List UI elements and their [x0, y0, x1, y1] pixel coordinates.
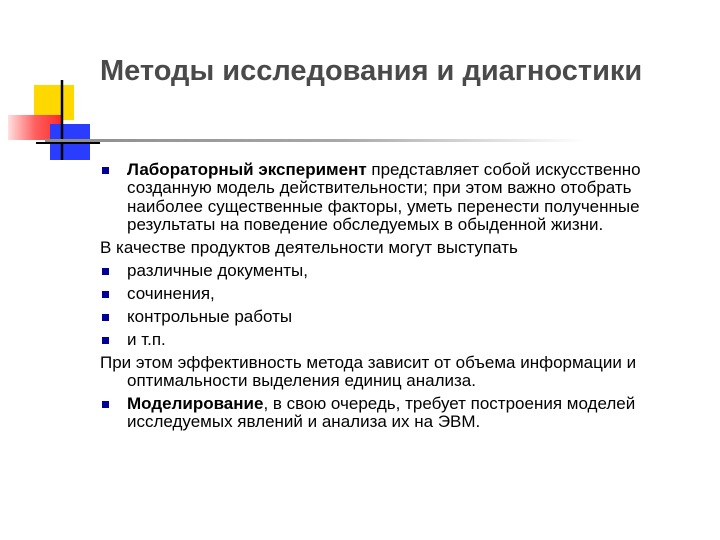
list-item-label: контрольные работы	[127, 306, 293, 326]
bullet-square-icon	[102, 314, 109, 321]
paragraph-efficiency: При этом эффективность метода зависит от объема информации и оптимальности выделения единиц анализа.	[100, 352, 637, 391]
list-item-control-works	[100, 308, 700, 326]
decorative-squares	[0, 0, 100, 170]
modeling-text: , в свою очередь, требует построения моделей исследуемых явлений и анализа их на ЭВМ.	[127, 393, 636, 432]
term-lab-experiment: Лабораторный эксперимент	[127, 160, 367, 179]
list-item-essays	[100, 285, 700, 303]
list-item-label: различные документы,	[127, 261, 308, 281]
bullet-square-icon	[102, 268, 109, 275]
list-item-etc	[100, 331, 700, 349]
bullet-square-icon	[102, 401, 109, 408]
list-item-documents	[100, 262, 700, 280]
lab-experiment-text: представляет собой искусственно созданную модель действительности; при этом важно отобрать наиболее существенные факторы, уметь перенести полученные результаты на поведение обследуемых в обыденной жизни.	[127, 160, 641, 235]
bullet-square-icon	[102, 337, 109, 344]
page-title: Методы исследования и диагностики	[100, 55, 643, 87]
paragraph-products: В качестве продуктов деятельности могут выступать	[100, 238, 518, 258]
bullet-square-icon	[102, 167, 109, 174]
list-item-modeling	[100, 395, 700, 432]
list-item-label: сочинения,	[127, 283, 215, 303]
bullet-square-icon	[102, 291, 109, 298]
list-item-lab-experiment	[100, 161, 700, 235]
title-underline	[45, 139, 585, 142]
yellow-square	[34, 85, 74, 120]
term-modeling: Моделирование	[127, 393, 264, 413]
slide-content	[100, 161, 700, 436]
list-item-label: и т.п.	[127, 329, 166, 349]
